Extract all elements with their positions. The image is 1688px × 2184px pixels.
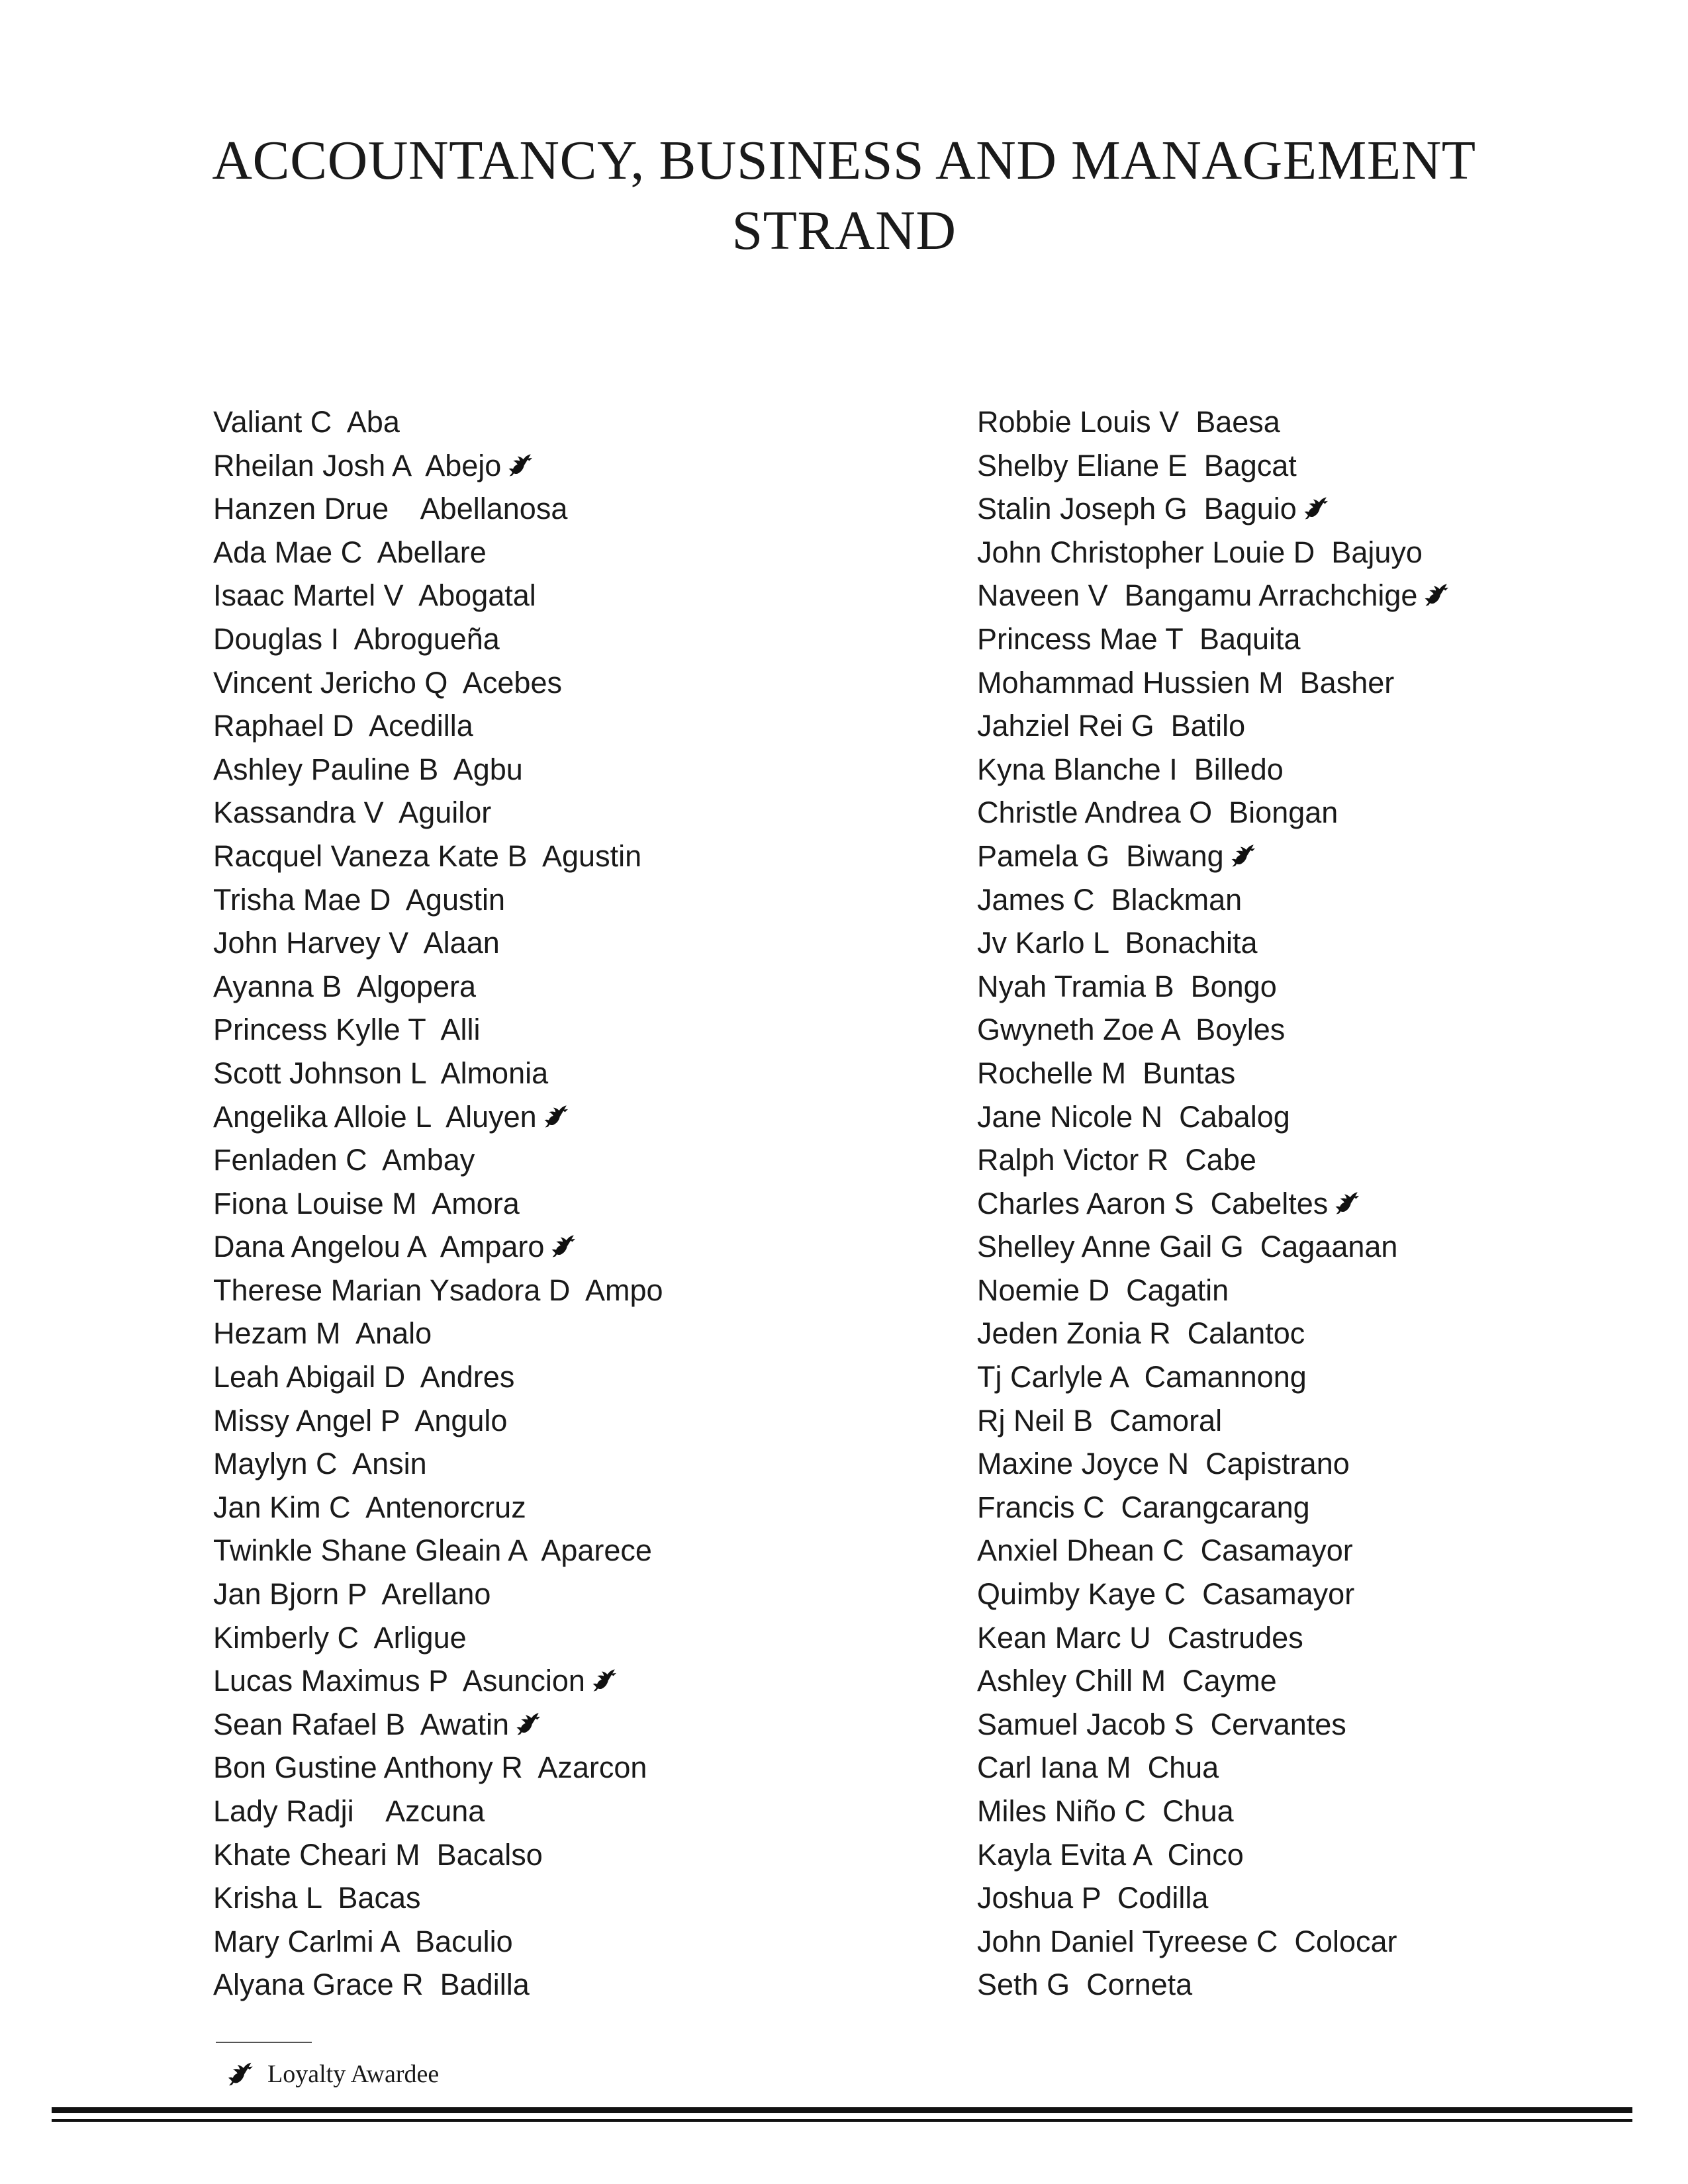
student-name-row bbox=[977, 1442, 1688, 1486]
student-name-row bbox=[213, 1399, 941, 1443]
student-name-row bbox=[977, 1920, 1688, 1964]
student-name: Hezam M Analo bbox=[213, 1316, 432, 1351]
student-name: Ada Mae C Abellare bbox=[213, 535, 487, 569]
student-name-row bbox=[213, 1269, 941, 1312]
student-name: Jane Nicole N Cabalog bbox=[977, 1099, 1290, 1134]
student-name-row bbox=[213, 487, 941, 531]
student-name: Princess Kylle T Alli bbox=[213, 1013, 481, 1047]
student-name-row bbox=[213, 1790, 941, 1833]
student-name: Douglas I Abrogueña bbox=[213, 621, 500, 656]
student-name-row bbox=[213, 1572, 941, 1616]
eagle-icon bbox=[1227, 842, 1257, 869]
student-name: Francis C Carangcarang bbox=[977, 1490, 1310, 1524]
student-name: Miles Niño C Chua bbox=[977, 1794, 1234, 1828]
eagle-icon bbox=[1420, 582, 1450, 608]
student-name: Ayanna B Algopera bbox=[213, 969, 476, 1003]
eagle-icon bbox=[512, 1711, 542, 1737]
student-name: Quimby Kaye C Casamayor bbox=[977, 1577, 1355, 1612]
eagle-icon bbox=[1331, 1190, 1361, 1216]
eagle-icon bbox=[1299, 495, 1330, 522]
student-name: Fenladen C Ambay bbox=[213, 1143, 475, 1177]
student-name: Seth G Corneta bbox=[977, 1968, 1193, 2002]
student-name-row bbox=[977, 1659, 1688, 1703]
student-name-row bbox=[977, 1876, 1688, 1920]
student-name: Princess Mae T Baquita bbox=[977, 621, 1301, 656]
student-name: Jv Karlo L Bonachita bbox=[977, 926, 1258, 960]
student-name: Missy Angel P Angulo bbox=[213, 1403, 508, 1437]
student-name: Joshua P Codilla bbox=[977, 1881, 1209, 1915]
student-name-row bbox=[213, 1312, 941, 1355]
student-name-row bbox=[977, 1225, 1688, 1269]
student-name-row bbox=[977, 1052, 1688, 1095]
student-name: Khate Cheari M Bacalso bbox=[213, 1837, 543, 1872]
student-name: Vincent Jericho Q Acebes bbox=[213, 665, 562, 700]
eagle-icon bbox=[547, 1233, 577, 1259]
student-name-row bbox=[977, 1790, 1688, 1833]
student-name: Hanzen Drue Abellanosa bbox=[213, 492, 568, 526]
student-name: Bon Gustine Anthony R Azarcon bbox=[213, 1751, 647, 1785]
student-name: Anxiel Dhean C Casamayor bbox=[977, 1533, 1353, 1568]
eagle-icon bbox=[224, 2060, 254, 2089]
student-name: John Christopher Louie D Bajuyo bbox=[977, 535, 1423, 569]
student-name: Pamela G Biwang bbox=[977, 839, 1224, 873]
student-name-row bbox=[213, 531, 941, 574]
student-name: Dana Angelou A Amparo bbox=[213, 1230, 545, 1264]
student-name: Rj Neil B Camoral bbox=[977, 1403, 1223, 1437]
student-name-row bbox=[213, 444, 941, 488]
student-name-row bbox=[977, 791, 1688, 835]
student-name-row bbox=[977, 487, 1688, 531]
student-name: Kean Marc U Castrudes bbox=[977, 1620, 1303, 1655]
student-name-row bbox=[213, 1182, 941, 1226]
student-name: Jan Bjorn P Arellano bbox=[213, 1577, 491, 1612]
student-name-row bbox=[213, 1659, 941, 1703]
title-line-2: STRAND bbox=[731, 200, 957, 261]
student-name-row bbox=[213, 617, 941, 661]
student-name: Jan Kim C Antenorcruz bbox=[213, 1490, 526, 1524]
student-name-row bbox=[977, 1572, 1688, 1616]
student-name: Kayla Evita A Cinco bbox=[977, 1837, 1244, 1872]
student-name-row bbox=[977, 1269, 1688, 1312]
student-name: Scott Johnson L Almonia bbox=[213, 1056, 549, 1090]
student-name-row bbox=[977, 921, 1688, 965]
student-name-row bbox=[977, 1529, 1688, 1572]
student-name: Leah Abigail D Andres bbox=[213, 1360, 515, 1394]
student-name: James C Blackman bbox=[977, 882, 1243, 917]
student-name: Lady Radji Azcuna bbox=[213, 1794, 485, 1828]
student-name-row bbox=[977, 1833, 1688, 1877]
student-name: Shelby Eliane E Bagcat bbox=[977, 448, 1297, 482]
student-name-row bbox=[213, 791, 941, 835]
student-name: John Daniel Tyreese C Colocar bbox=[977, 1924, 1397, 1958]
student-name-row bbox=[977, 1746, 1688, 1790]
student-name: Ashley Chill M Cayme bbox=[977, 1664, 1277, 1698]
student-name-row bbox=[977, 400, 1688, 444]
student-name-row bbox=[213, 1355, 941, 1399]
student-name: Maylyn C Ansin bbox=[213, 1447, 427, 1481]
student-name-row bbox=[213, 1008, 941, 1052]
student-name: Krisha L Bacas bbox=[213, 1881, 421, 1915]
student-name-row bbox=[977, 1138, 1688, 1182]
student-name-row bbox=[977, 1399, 1688, 1443]
student-name: Maxine Joyce N Capistrano bbox=[977, 1447, 1350, 1481]
student-name: Angelika Alloie L Aluyen bbox=[213, 1099, 537, 1134]
student-name: Mohammad Hussien M Basher bbox=[977, 665, 1395, 700]
bottom-rule-thick bbox=[52, 2107, 1632, 2113]
student-name-row bbox=[213, 1833, 941, 1877]
student-name: Tj Carlyle A Camannong bbox=[977, 1360, 1307, 1394]
student-name-row bbox=[213, 1138, 941, 1182]
student-name: Therese Marian Ysadora D Ampo bbox=[213, 1273, 663, 1307]
student-name-row bbox=[977, 1486, 1688, 1529]
student-name-row bbox=[977, 835, 1688, 878]
student-name-row bbox=[213, 835, 941, 878]
student-name-row bbox=[977, 617, 1688, 661]
student-name-row bbox=[977, 965, 1688, 1009]
student-name-row bbox=[213, 1225, 941, 1269]
student-name: John Harvey V Alaan bbox=[213, 926, 500, 960]
legend bbox=[224, 2060, 439, 2093]
student-name-row bbox=[213, 1876, 941, 1920]
student-name: Valiant C Aba bbox=[213, 405, 400, 439]
student-name: Fiona Louise M Amora bbox=[213, 1186, 520, 1220]
student-name-row bbox=[213, 400, 941, 444]
student-name-row bbox=[977, 444, 1688, 488]
title-line-1: ACCOUNTANCY, BUSINESS AND MANAGEMENT bbox=[212, 130, 1476, 191]
student-name-row bbox=[977, 748, 1688, 792]
student-name-row bbox=[977, 1312, 1688, 1355]
name-list-left-column bbox=[213, 400, 941, 2007]
student-name-row bbox=[213, 661, 941, 705]
student-name: Carl Iana M Chua bbox=[977, 1751, 1219, 1785]
student-name-row bbox=[213, 1616, 941, 1660]
student-name-row bbox=[977, 1616, 1688, 1660]
eagle-icon bbox=[539, 1103, 570, 1130]
student-name-row bbox=[213, 574, 941, 617]
footnote-divider bbox=[216, 2042, 312, 2043]
page-title bbox=[0, 126, 1688, 266]
student-name-row bbox=[213, 1963, 941, 2007]
student-name-row bbox=[213, 1442, 941, 1486]
student-name-row bbox=[213, 1486, 941, 1529]
student-name-row bbox=[213, 1746, 941, 1790]
student-name: Raphael D Acedilla bbox=[213, 709, 473, 743]
student-name: Sean Rafael B Awatin bbox=[213, 1707, 509, 1741]
eagle-icon bbox=[504, 452, 534, 478]
student-name: Jahziel Rei G Batilo bbox=[977, 709, 1246, 743]
bottom-rule-thin bbox=[52, 2119, 1632, 2122]
student-name: Stalin Joseph G Baguio bbox=[977, 492, 1297, 526]
student-name: Lucas Maximus P Asuncion bbox=[213, 1664, 585, 1698]
name-list-right-column bbox=[977, 400, 1688, 2007]
student-name: Christle Andrea O Biongan bbox=[977, 796, 1338, 830]
student-name-row bbox=[213, 748, 941, 792]
student-name: Rochelle M Buntas bbox=[977, 1056, 1236, 1090]
student-name: Shelley Anne Gail G Cagaanan bbox=[977, 1230, 1398, 1264]
student-name-row bbox=[213, 1052, 941, 1095]
eagle-icon bbox=[588, 1667, 618, 1694]
student-name-row bbox=[977, 1008, 1688, 1052]
student-name: Ashley Pauline B Agbu bbox=[213, 752, 523, 786]
student-name: Naveen V Bangamu Arrachchige bbox=[977, 578, 1418, 613]
student-name: Alyana Grace R Badilla bbox=[213, 1968, 530, 2002]
student-name-row bbox=[213, 1095, 941, 1139]
student-name: Trisha Mae D Agustin bbox=[213, 882, 506, 917]
student-name-row bbox=[213, 1703, 941, 1747]
student-name: Kyna Blanche I Billedo bbox=[977, 752, 1284, 786]
student-name-row bbox=[977, 1355, 1688, 1399]
student-name-row bbox=[977, 574, 1688, 617]
student-name: Nyah Tramia B Bongo bbox=[977, 969, 1277, 1003]
student-name-row bbox=[977, 704, 1688, 748]
student-name-row bbox=[977, 1963, 1688, 2007]
student-name: Samuel Jacob S Cervantes bbox=[977, 1707, 1346, 1741]
student-name: Kimberly C Arligue bbox=[213, 1620, 467, 1655]
student-name: Isaac Martel V Abogatal bbox=[213, 578, 536, 613]
student-name: Racquel Vaneza Kate B Agustin bbox=[213, 839, 642, 873]
student-name: Kassandra V Aguilor bbox=[213, 796, 492, 830]
student-name-row bbox=[977, 1703, 1688, 1747]
legend-label: Loyalty Awardee bbox=[267, 2060, 440, 2088]
student-name: Gwyneth Zoe A Boyles bbox=[977, 1013, 1286, 1047]
student-name-row bbox=[213, 1529, 941, 1572]
student-name: Robbie Louis V Baesa bbox=[977, 405, 1280, 439]
student-name: Jeden Zonia R Calantoc bbox=[977, 1316, 1305, 1351]
student-name: Mary Carlmi A Baculio bbox=[213, 1924, 513, 1958]
student-name: Charles Aaron S Cabeltes bbox=[977, 1186, 1329, 1220]
student-name-row bbox=[977, 661, 1688, 705]
student-name-row bbox=[977, 531, 1688, 574]
student-name-row bbox=[213, 878, 941, 922]
student-name: Ralph Victor R Cabe bbox=[977, 1143, 1256, 1177]
student-name-row bbox=[213, 965, 941, 1009]
student-name-row bbox=[213, 1920, 941, 1964]
student-name-row bbox=[977, 878, 1688, 922]
student-name-row bbox=[213, 921, 941, 965]
student-name-row bbox=[977, 1182, 1688, 1226]
student-name: Noemie D Cagatin bbox=[977, 1273, 1229, 1307]
student-name: Rheilan Josh A Abejo bbox=[213, 448, 502, 482]
student-name-row bbox=[977, 1095, 1688, 1139]
student-name-row bbox=[213, 704, 941, 748]
student-name: Twinkle Shane Gleain A Aparece bbox=[213, 1533, 652, 1568]
